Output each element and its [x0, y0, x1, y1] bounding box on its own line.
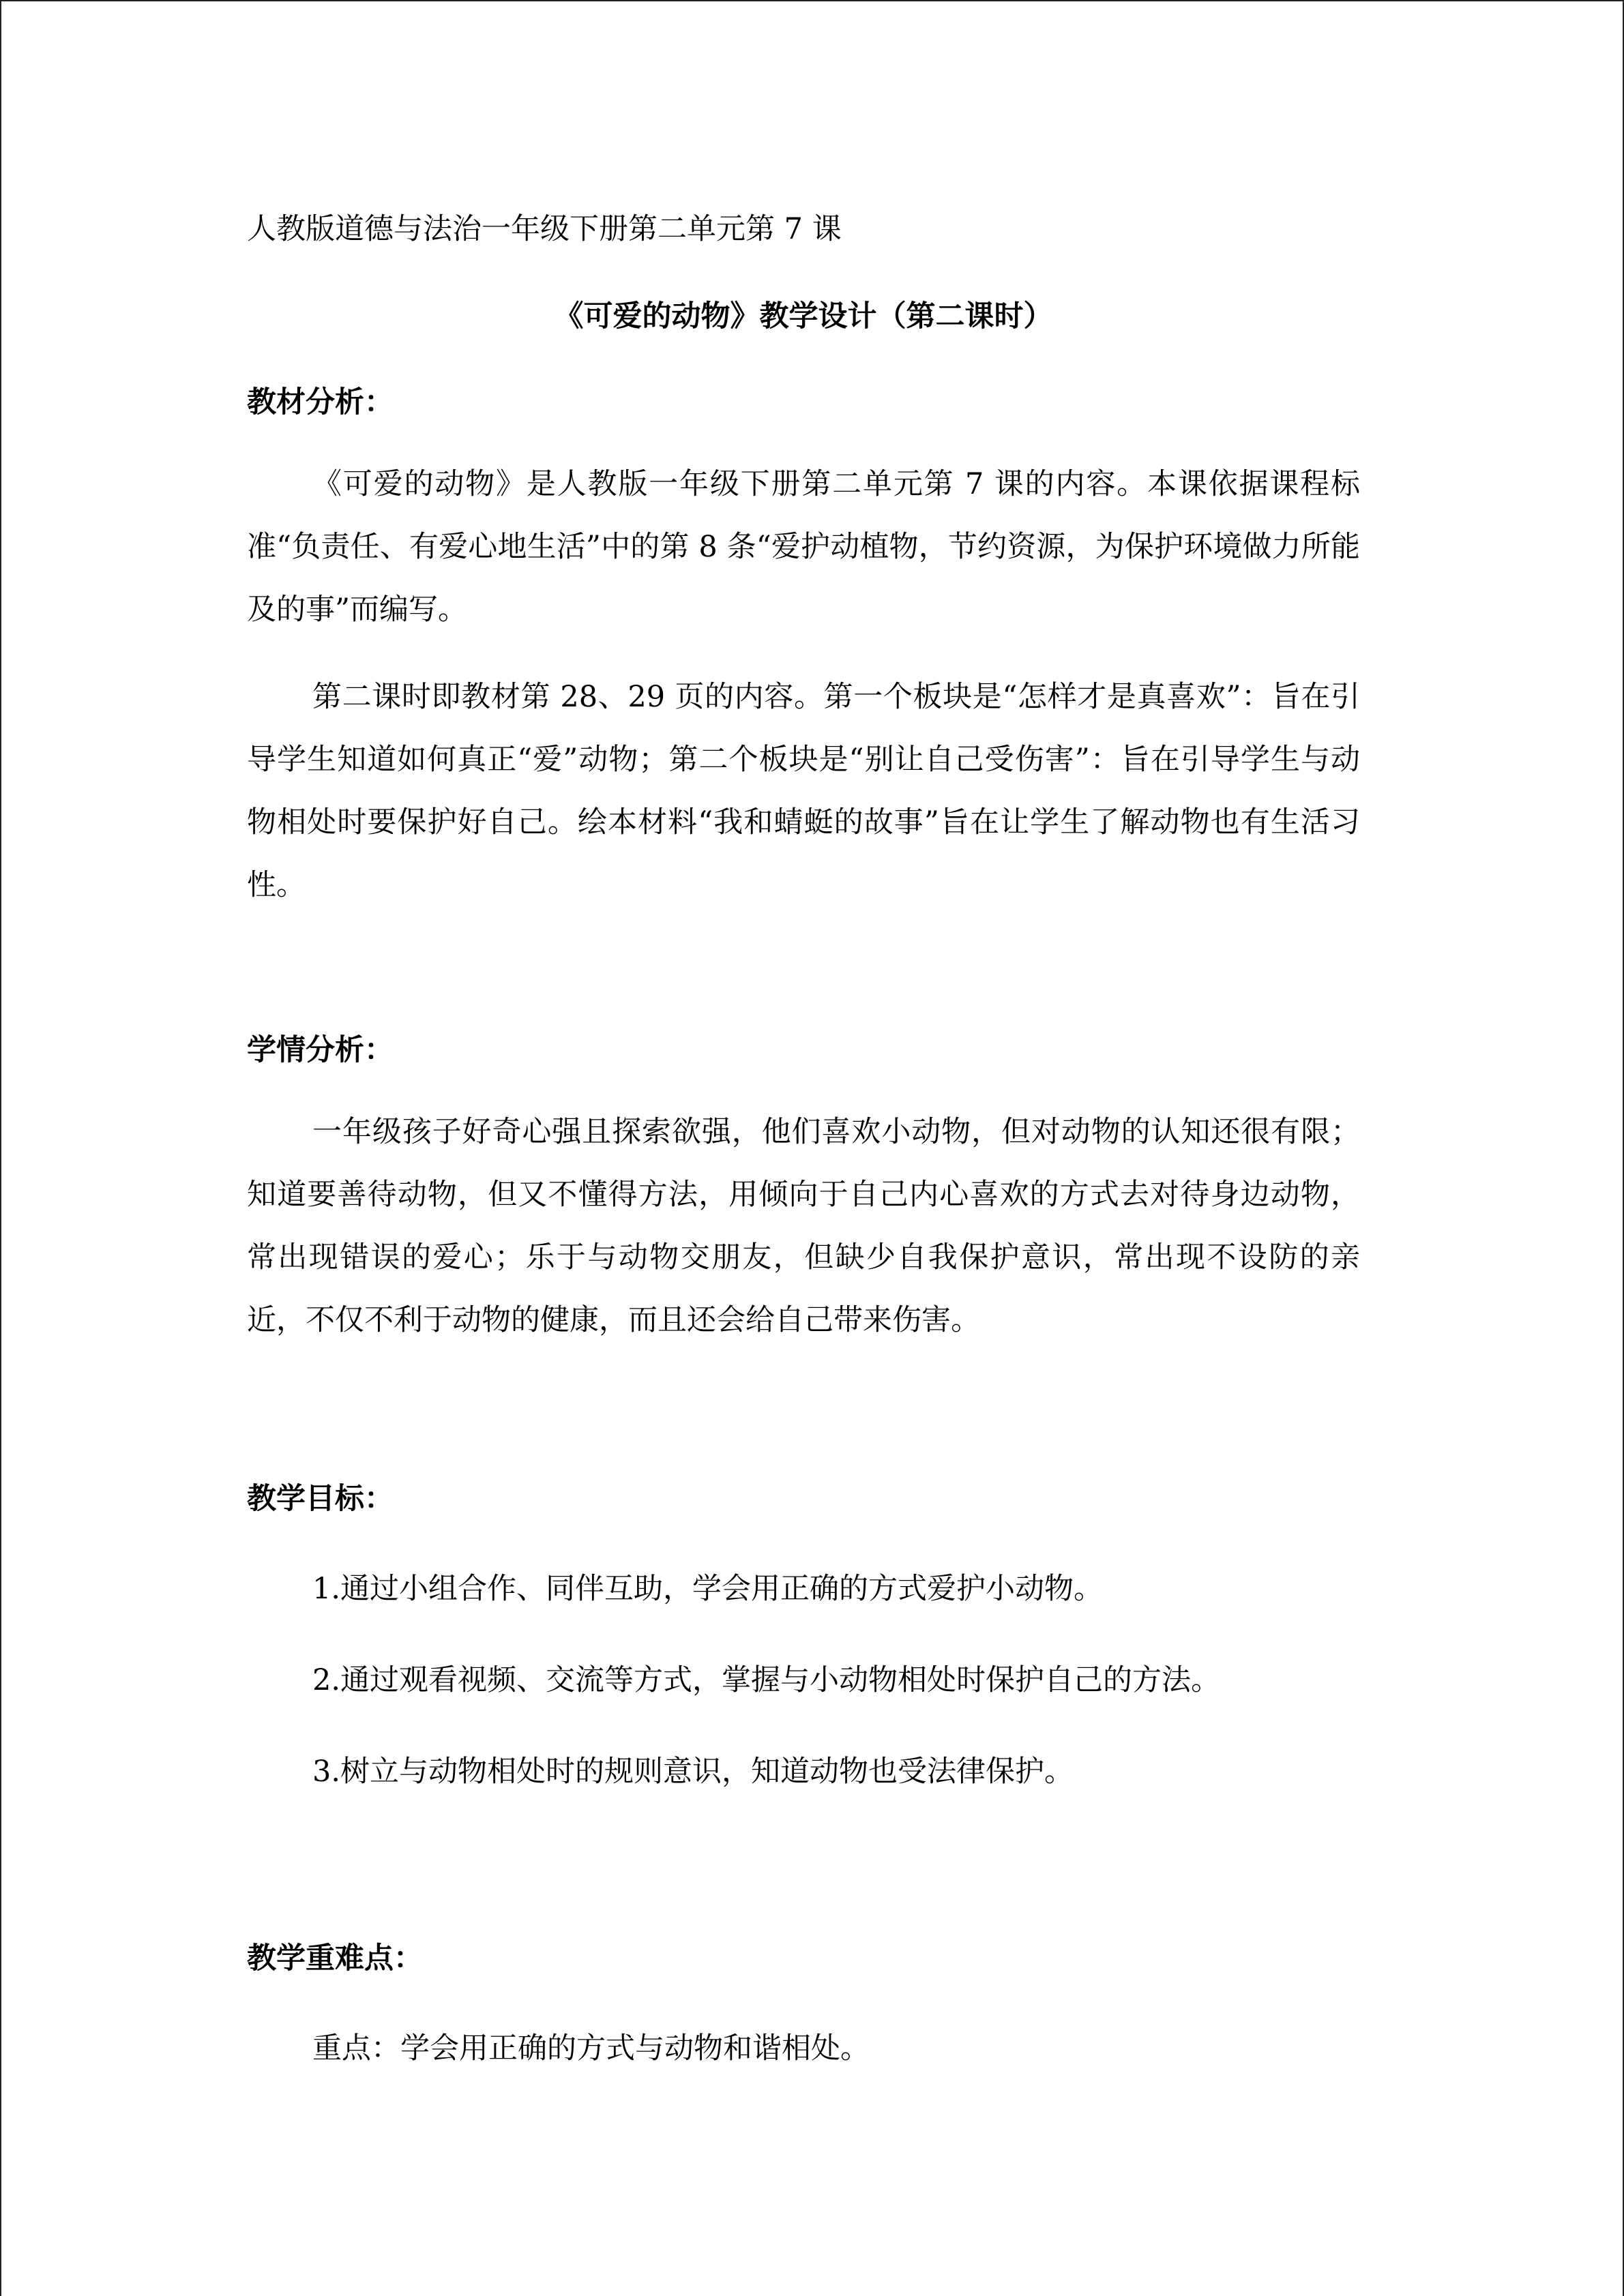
- section-heading-student-analysis: 学情分析：: [247, 1033, 394, 1067]
- material-analysis-paragraph-1: 《可爱的动物》是人教版一年级下册第二单元第 7 课的内容。本课依据课程标准“负责任、有爱心地生活”中的第 8 条“爱护动植物，节约资源，为保护环境做力所能及的事”而编写。: [247, 467, 1360, 627]
- document-title: 《可爱的动物》教学设计（第二课时）: [554, 299, 1053, 333]
- section-heading-key-difficult-points: 教学重难点：: [247, 1941, 423, 1976]
- document-body: [247, 209, 1360, 2069]
- material-analysis-paragraph-2: 第二课时即教材第 28、29 页的内容。第一个板块是“怎样才是真喜欢”：旨在引导学生知道如何真正“爱”动物；第二个板块是“别让自己受伤害”：旨在引导学生与动物相处时要保护好自己。绘本材料“我和蜻蜓的故事”旨在让学生了解动物也有生活习性。: [247, 680, 1360, 902]
- student-analysis-paragraph: 一年级孩子好奇心强且探索欲强，他们喜欢小动物，但对动物的认知还很有限；知道要善待动物，但又不懂得方法，用倾向于自己内心喜欢的方式去对待身边动物，常出现错误的爱心；乐于与动物交朋友，但缺少自我保护意识，常出现不设防的亲近，不仅不利于动物的健康，而且还会给自己带来伤害。: [247, 1115, 1360, 1337]
- key-point-item: 重点：学会用正确的方式与动物和谐相处。: [312, 2031, 870, 2066]
- section-heading-teaching-goals: 教学目标：: [247, 1482, 394, 1516]
- teaching-goal-item: 3.树立与动物相处时的规则意识，知道动物也受法律保护。: [312, 1755, 1074, 1789]
- teaching-goal-item: 1.通过小组合作、同伴互助，学会用正确的方式爱护小动物。: [312, 1572, 1104, 1606]
- section-heading-material-analysis: 教材分析：: [247, 385, 394, 419]
- subject-line: 人教版道德与法治一年级下册第二单元第 7 课: [247, 212, 842, 246]
- teaching-goal-item: 2.通过观看视频、交流等方式，掌握与小动物相处时保护自己的方法。: [312, 1663, 1221, 1697]
